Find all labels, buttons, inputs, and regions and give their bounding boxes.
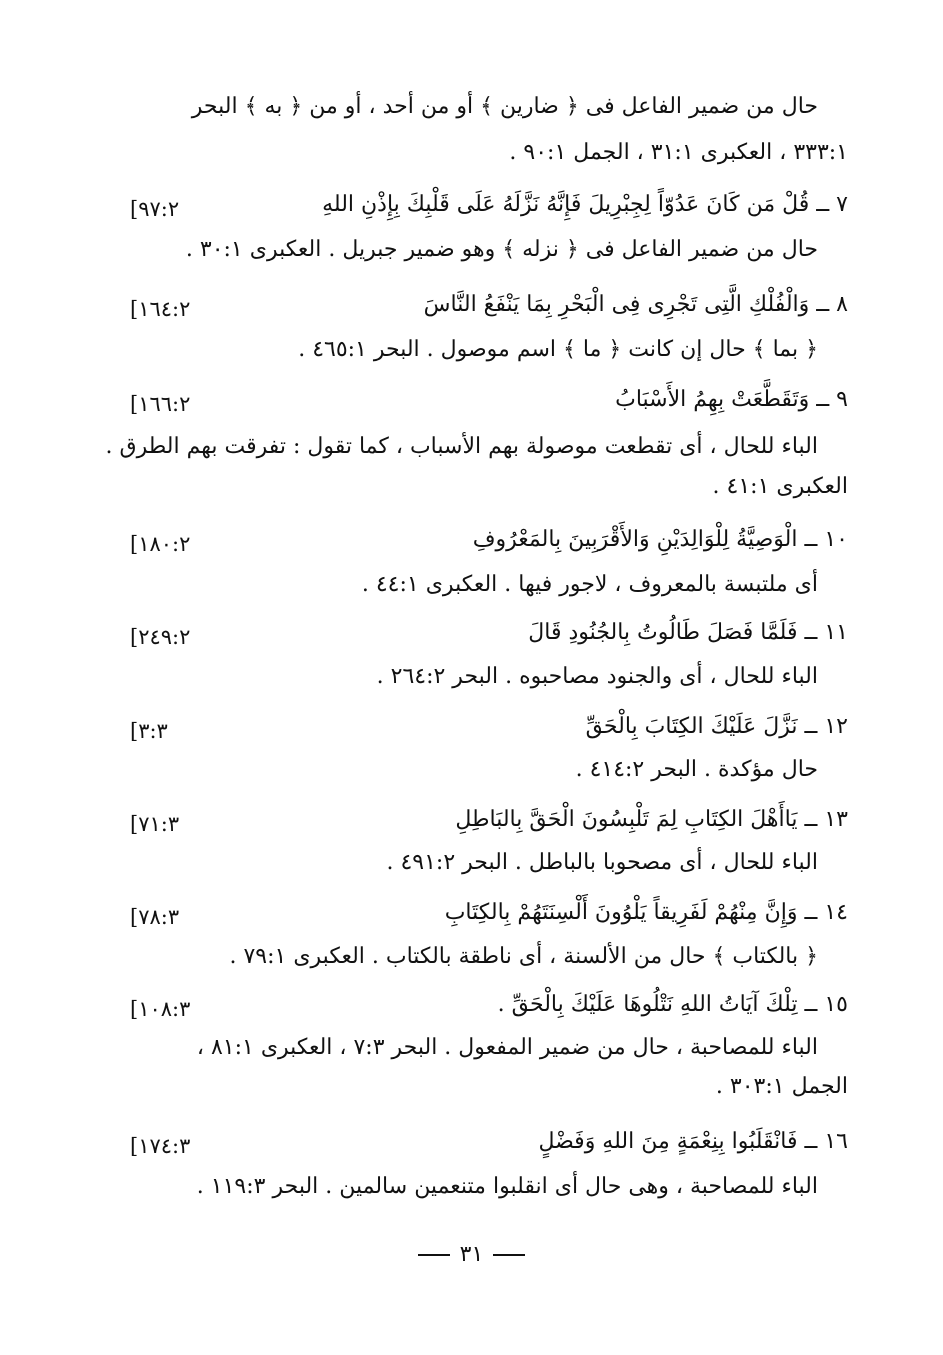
text-line: ٩ ــ وَتَقَطَّعَتْ بِهِمُ الأَسْبَابُ — [615, 387, 848, 412]
folio-dash-right — [418, 1254, 450, 1256]
verse-reference: [١٦٦:٢ — [130, 392, 191, 416]
text-line: أى ملتبسة بالمعروف ، لاجور فيها . العكبرى ٤٤:١ . — [361, 572, 818, 597]
text-line: حال من ضمير الفاعل فى ﴿ ضارين ﴾ أو من أحد ، أو من ﴿ به ﴾ البحر — [191, 94, 818, 119]
verse-reference: [٧٨:٣ — [130, 905, 180, 929]
verse-reference: [٩٧:٢ — [130, 197, 180, 221]
text-line: ١١ ــ فَلَمَّا فَصَلَ طَالُوتُ بِالجُنُودِ قَالَ — [528, 620, 848, 645]
text-line: حال مؤكدة . البحر ٤١٤:٢ . — [575, 757, 818, 782]
verse-reference: [١٧٤:٣ — [130, 1134, 191, 1158]
text-line: ١٦ ــ فَانْقَلَبُوا بِنِعْمَةٍ مِنَ اللهِ وَفَضْلٍ — [538, 1129, 848, 1154]
text-line: ١٠ ــ الْوَصِيَّةُ لِلْوَالِدَيْنِ وَالأَقْرَبِينَ بِالمَعْرُوفِ — [472, 527, 848, 552]
text-line: حال من ضمير الفاعل فى ﴿ نزله ﴾ وهو ضمير جبريل . العكبرى ٣٠:١ . — [185, 237, 818, 262]
text-line: الباء للحال ، أى والجنود مصاحبوه . البحر ٢٦٤:٢ . — [376, 664, 818, 689]
text-line: ١٢ ــ نَزَّلَ عَلَيْكَ الكِتَابَ بِالْحَقِّ — [585, 714, 848, 739]
text-line: ١٣ ــ يَاأَهْلَ الكِتَابِ لِمَ تَلْبِسُونَ الْحَقَّ بِالبَاطِلِ — [455, 807, 848, 832]
text-line: ٨ ــ وَالْفُلْكِ الَّتِى تَجْرِى فِى الْبَحْرِ بِمَا يَنْفَعُ النَّاسَ — [423, 292, 848, 317]
text-line: ١٥ ــ تِلْكَ آيَاتُ اللهِ نَتْلُوهَا عَلَيْكَ بِالْحَقِّ . — [497, 992, 848, 1017]
text-line: ﴿ بالكتاب ﴾ حال من الألسنة ، أى ناطقة بالكتاب . العكبرى ٧٩:١ . — [229, 944, 818, 969]
text-line: الباء للمصاحبة ، وهى حال أى انقلبوا متنعمين سالمين . البحر ١١٩:٣ . — [196, 1174, 818, 1199]
verse-reference: [٢٤٩:٢ — [130, 625, 191, 649]
text-line: العكبرى ٤١:١ . — [712, 474, 848, 499]
folio-dash-left — [493, 1254, 525, 1256]
text-line: ٣٣٣:١ ، العكبرى ٣١:١ ، الجمل ٩٠:١ . — [509, 140, 848, 165]
verse-reference: [٣:٣ — [130, 719, 168, 743]
text-line: ١٤ ــ وَإِنَّ مِنْهُمْ لَفَرِيقاً يَلْوُونَ أَلْسِنَتَهُمْ بِالكِتَابِ — [444, 900, 848, 925]
verse-reference: [٧١:٣ — [130, 812, 180, 836]
text-line: الجمل ٣٠٣:١ . — [715, 1074, 848, 1099]
page-number — [0, 1240, 943, 1270]
text-line: الباء للحال ، أى مصحوبا بالباطل . البحر ٤٩١:٢ . — [386, 850, 818, 875]
verse-reference: [١٦٤:٢ — [130, 297, 191, 321]
text-line: الباء للحال ، أى تقطعت موصولة بهم الأسباب ، كما تقول : تفرقت بهم الطرق . — [105, 434, 818, 459]
verse-reference: [١٨٠:٢ — [130, 532, 191, 556]
text-line: الباء للمصاحبة ، حال من ضمير المفعول . البحر ٧:٣ ، العكبرى ٨١:١ ، — [196, 1035, 818, 1060]
page-number-text: ٣١ — [459, 1242, 484, 1267]
text-line: ﴿ بما ﴾ حال إن كانت ﴿ ما ﴾ اسم موصول . البحر ٤٦٥:١ . — [298, 337, 818, 362]
verse-reference: [١٠٨:٣ — [130, 997, 191, 1021]
text-line: ٧ ــ قُلْ مَن كَانَ عَدُوّاً لِجِبْرِيلَ فَإِنَّهُ نَزَّلَهُ عَلَى قَلْبِكَ بِإِذْنِ اللهِ — [322, 192, 848, 217]
